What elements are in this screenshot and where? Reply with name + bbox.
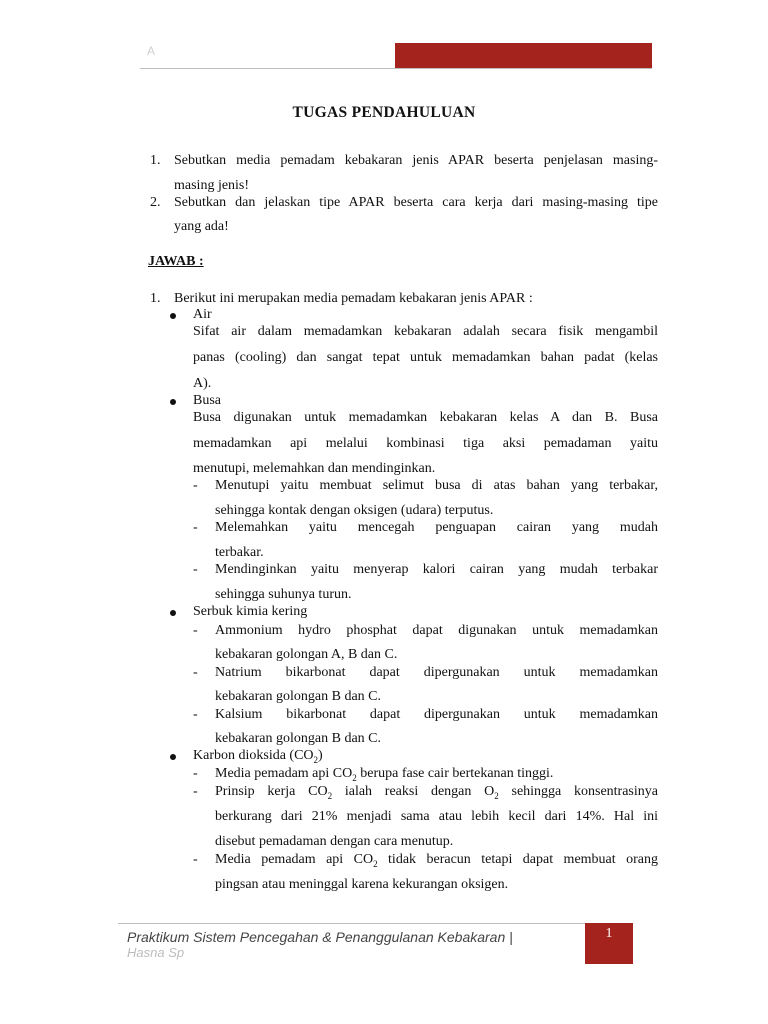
answer-1-intro: Berikut ini merupakan media pemadam kebakaran jenis APAR : (174, 291, 533, 306)
footer-author: Hasna Sp (127, 945, 185, 960)
dash: - (193, 784, 198, 799)
busa-heading: Busa (193, 393, 221, 408)
header-rule (140, 68, 652, 69)
serbuk-item-3-line2: kebakaran golongan B dan C. (215, 731, 382, 746)
busa-item-3-line2: sehingga suhunya turun. (215, 587, 352, 602)
question-1-number: 1. (150, 153, 161, 168)
serbuk-item-1-line1: Ammonium hydro phosphat dapat digunakan untuk memadamkan (215, 623, 658, 638)
busa-item-1-line2: sehingga kontak dengan oksigen (udara) terputus. (215, 503, 494, 518)
question-2-number: 2. (150, 195, 161, 210)
serbuk-item-3-line1: Kalsium bikarbonat dapat dipergunakan untuk memadamkan (215, 707, 658, 722)
dash: - (193, 478, 198, 493)
serbuk-item-1-line2: kebakaran golongan A, B dan C. (215, 647, 398, 662)
dash: - (193, 520, 198, 535)
question-1-line2: masing jenis! (174, 178, 250, 193)
bullet-karbon (170, 754, 176, 760)
header-letter: A (147, 44, 156, 58)
serbuk-item-2-line1: Natrium bikarbonat dapat dipergunakan untuk memadamkan (215, 665, 658, 680)
page-number-box (585, 923, 633, 964)
answer-1-number: 1. (150, 291, 161, 306)
karbon-heading: Karbon dioksida $(CO_2)$ (193, 748, 323, 765)
busa-item-2-line2: terbakar. (215, 545, 264, 560)
dash: - (193, 766, 198, 781)
karbon-item-2-line2: berkurang dari 21% menjadi sama atau lebih kecil dari 14%. Hal ini (215, 809, 658, 824)
busa-line1: Busa digunakan untuk memadamkan kebakaran kelas A dan B. Busa (193, 410, 658, 425)
karbon-item-2-line3: disebut pemadaman dengan cara menutup. (215, 834, 454, 849)
footer-rule (118, 923, 585, 924)
question-2-line1: Sebutkan dan jelaskan tipe APAR beserta cara kerja dari masing-masing tipe (174, 195, 658, 210)
karbon-item-1: Media pemadam api $CO_2$ berupa fase cair bertekanan tinggi. (215, 766, 554, 783)
page-number: 1 (605, 926, 613, 941)
air-line2: panas (cooling) dan sangat tepat untuk memadamkan bahan padat (kelas (193, 350, 658, 365)
bullet-air (170, 313, 176, 319)
air-line3: A). (193, 376, 212, 391)
busa-item-3-line1: Mendinginkan yaitu menyerap kalori cairan yang mudah terbakar (215, 562, 658, 577)
header-red-bar (395, 43, 652, 68)
jawab-heading: JAWAB : (148, 254, 204, 269)
busa-item-1-line1: Menutupi yaitu membuat selimut busa di atas bahan yang terbakar, (215, 478, 658, 493)
karbon-item-3-line2: pingsan atau meninggal karena kekurangan oksigen. (215, 877, 509, 892)
bullet-serbuk (170, 610, 176, 616)
question-1-line1: Sebutkan media pemadam kebakaran jenis APAR beserta penjelasan masing- (174, 153, 658, 168)
busa-line2: memadamkan api melalui kombinasi tiga aksi pemadaman yaitu (193, 436, 658, 451)
dash: - (193, 562, 198, 577)
karbon-item-2-line1: Prinsip kerja $CO_2$ ialah reaksi dengan $O_2$ sehingga konsentrasinya (215, 784, 658, 801)
dash: - (193, 665, 198, 680)
busa-line3: menutupi, melemahkan dan mendinginkan. (193, 461, 436, 476)
busa-item-2-line1: Melemahkan yaitu mencegah penguapan cairan yang mudah (215, 520, 658, 535)
footer-text: Praktikum Sistem Pencegahan & Penanggulanan Kebakaran | (127, 929, 513, 945)
air-line1: Sifat air dalam memadamkan kebakaran adalah secara fisik mengambil (193, 324, 658, 339)
dash: - (193, 623, 198, 638)
dash: - (193, 852, 198, 867)
question-2-line2: yang ada! (174, 219, 229, 234)
bullet-busa (170, 399, 176, 405)
karbon-item-3-line1: Media pemadam api $CO_2$ tidak beracun tetapi dapat membuat orang (215, 852, 658, 869)
dash: - (193, 707, 198, 722)
document-title: TUGAS PENDAHULUAN (292, 104, 476, 121)
serbuk-item-2-line2: kebakaran golongan B dan C. (215, 689, 382, 704)
air-heading: Air (193, 307, 212, 322)
serbuk-heading: Serbuk kimia kering (193, 604, 308, 619)
